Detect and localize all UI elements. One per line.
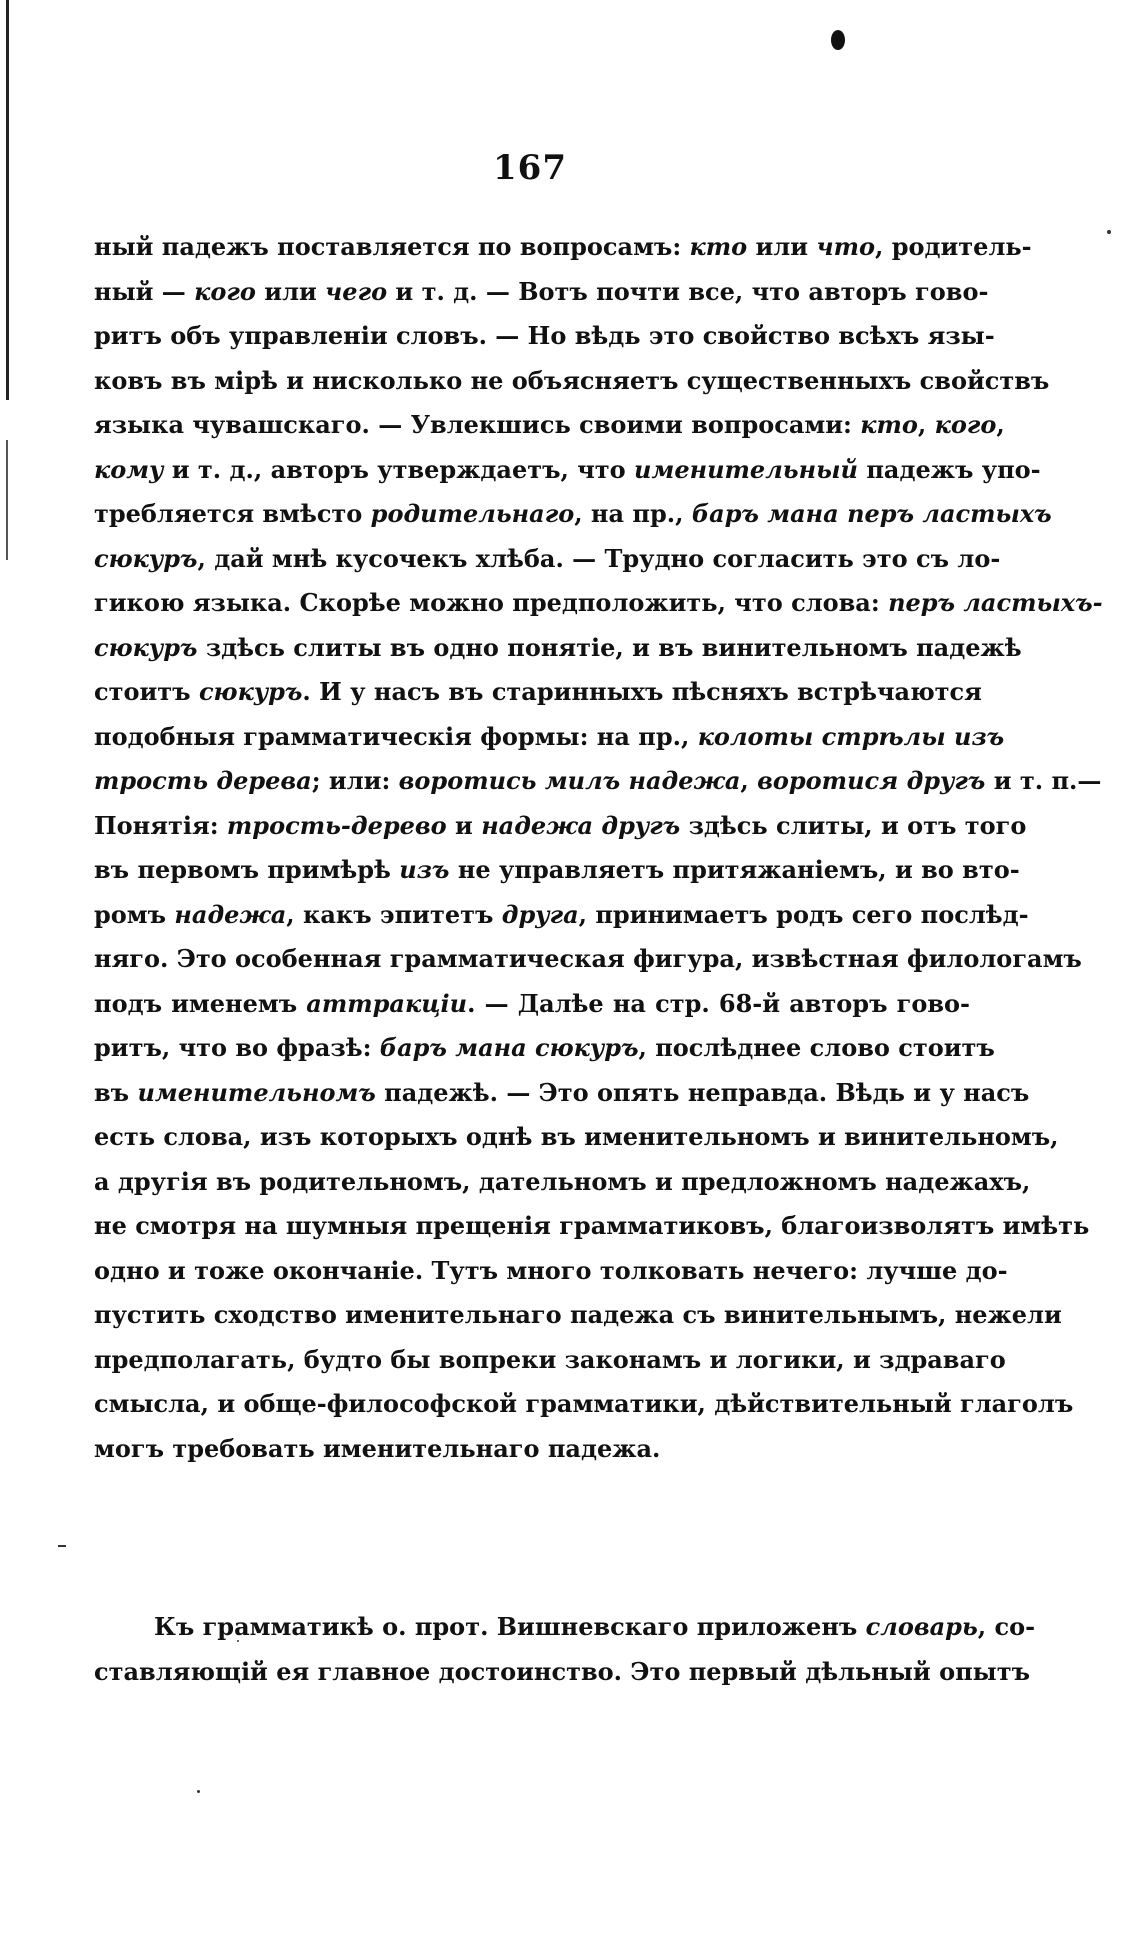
text-line [94, 1605, 1036, 1650]
text-run: здѣсь слиты, и отъ того [680, 810, 1027, 840]
text-line [94, 804, 1027, 849]
text-run: а другія въ родительномъ, дательномъ и предложномъ надежахъ, [94, 1166, 1031, 1196]
text-line [94, 937, 1082, 982]
text-run: предполагать, будто бы вопреки законамъ и логики, и здраваго [94, 1344, 1006, 1374]
text-run: , [917, 410, 935, 439]
text-run: , принимаетъ родъ сего послѣд- [578, 899, 1029, 929]
text-line [94, 1650, 1030, 1695]
text-line [94, 893, 1029, 938]
italic-text: сюкуръ [94, 632, 198, 662]
text-line [94, 1160, 1031, 1205]
text-line [94, 314, 995, 359]
italic-text: сюкуръ [94, 543, 198, 573]
text-run: пустить сходство именительнаго падежа съ винительнымъ, нежели [94, 1300, 1062, 1329]
text-run: . И у насъ въ старинныхъ пѣсняхъ встрѣчаются [302, 677, 982, 706]
text-run: гикою языка. Скорѣе можно предположить, что слова: [94, 588, 889, 617]
italic-text: кто [860, 410, 918, 439]
text-line [94, 1293, 1062, 1338]
text-run: и т. д. — Вотъ почти все, что авторъ гово- [387, 276, 989, 306]
text-line [94, 1204, 1090, 1249]
text-run: одно и тоже окончаніе. Тутъ много толковать нечего: лучше до- [94, 1255, 1008, 1285]
italic-text: кого [934, 410, 997, 439]
text-run: языка чувашскаго. — Увлекшись своими вопросами: [94, 410, 861, 439]
text-run: ромъ [94, 899, 175, 929]
italic-text: словарь [865, 1612, 978, 1641]
text-run: или [747, 232, 817, 261]
text-line [94, 848, 1020, 893]
text-line [94, 1026, 995, 1071]
text-line [94, 359, 1050, 404]
text-run: падежъ упо- [857, 454, 1041, 484]
text-line [94, 1427, 970, 1472]
text-run: или [255, 276, 326, 306]
italic-text: изъ [399, 855, 450, 884]
text-run: въ первомъ примѣрѣ [94, 855, 400, 884]
italic-text: друга [501, 899, 579, 929]
italic-text: баръ мана сюкуръ [379, 1033, 639, 1062]
italic-text: аттракціи [306, 988, 468, 1018]
italic-text: что [816, 232, 875, 261]
text-run: ритъ, что во фразѣ: [94, 1033, 380, 1062]
page-number: 167 [493, 148, 567, 188]
italic-text: надежа [174, 899, 287, 929]
margin-mark [58, 1545, 66, 1547]
text-line [94, 448, 1041, 493]
text-run: подобныя грамматическія формы: на пр., [94, 721, 698, 751]
text-run: Къ грамматикѣ о. прот. Вишневскаго приложенъ [154, 1612, 866, 1641]
text-line [94, 1382, 1074, 1427]
text-line [94, 1338, 1006, 1383]
text-line [94, 982, 970, 1027]
italic-text: воротись милъ надежа [398, 766, 741, 795]
italic-text: воротися другъ [757, 766, 986, 795]
text-run: , на пр., [574, 499, 692, 528]
text-run: и [446, 810, 482, 840]
text-line [94, 626, 1022, 671]
ink-speck [1107, 230, 1111, 234]
text-run: стоитъ [94, 677, 199, 706]
italic-text: кому [94, 454, 164, 484]
italic-text: перъ ластыхъ- [888, 588, 1103, 617]
paragraph-2 [94, 1605, 1036, 1694]
text-line [94, 492, 1052, 537]
text-run: ный — [94, 276, 195, 306]
italic-text: чего [325, 276, 388, 306]
text-run: и т. д., авторъ утверждаетъ, что [163, 454, 635, 484]
text-run: , родитель- [875, 232, 1032, 261]
italic-text: кого [194, 276, 256, 306]
binding-edge [6, 0, 9, 400]
text-run: , со- [977, 1612, 1036, 1641]
text-run: , [996, 410, 1005, 439]
text-line [94, 715, 1005, 760]
text-run: не смотря на шумныя прещенія грамматиковъ, благоизволятъ имѣть [94, 1211, 1090, 1240]
text-line [94, 581, 1103, 626]
text-line [94, 403, 1005, 448]
text-run: , какъ эпитетъ [286, 899, 502, 929]
paragraph-1 [94, 225, 1103, 1471]
text-run: , послѣднее слово стоитъ [638, 1033, 995, 1062]
text-line [94, 270, 989, 315]
italic-text: надежа другъ [481, 810, 681, 840]
text-run: здѣсь слиты въ одно понятіе, и въ винительномъ падежѣ [197, 632, 1022, 662]
text-run: ковъ въ мірѣ и нисколько не объясняетъ существенныхъ свойствъ [94, 365, 1050, 395]
text-line [94, 670, 982, 715]
text-run: ; или: [311, 766, 399, 795]
italic-text: родительнаго [370, 499, 575, 528]
text-run: подъ именемъ [94, 988, 307, 1018]
text-run: могъ требовать именительнаго падежа. [94, 1433, 661, 1463]
text-line [94, 1071, 1030, 1116]
italic-text: колоты стрѣлы изъ [697, 721, 1005, 751]
text-line [94, 1115, 1059, 1160]
italic-text: сюкуръ [198, 677, 303, 706]
text-run: падежѣ. — Это опять неправда. Вѣдь и у насъ [375, 1077, 1030, 1107]
text-run: , дай мнѣ кусочекъ хлѣба. — Трудно согласить это съ ло- [197, 543, 1001, 573]
text-run: ставляющій ея главное достоинство. Это первый дѣльный опытъ [94, 1656, 1030, 1686]
text-run: есть слова, изъ которыхъ однѣ въ именительномъ и винительномъ, [94, 1122, 1059, 1151]
italic-text: кто [689, 232, 748, 261]
text-run: ритъ объ управленіи словъ. — Но вѣдь это свойство всѣхъ язы- [94, 321, 995, 350]
text-run: , [740, 766, 758, 795]
text-line [94, 225, 1032, 270]
text-line [94, 759, 1102, 804]
text-run: не управляетъ притяжаніемъ, и во вто- [449, 855, 1020, 884]
ink-speck [197, 1790, 200, 1793]
text-run: смысла, и обще-философской грамматики, дѣйствительный глаголъ [94, 1389, 1074, 1418]
italic-text: баръ мана перъ ластыхъ [691, 499, 1052, 528]
text-run: въ [94, 1077, 138, 1107]
text-run: . — Далѣе на стр. 68-й авторъ гово- [467, 988, 970, 1018]
italic-text: трость дерева [94, 766, 312, 795]
text-line [94, 537, 1001, 582]
text-line [94, 1249, 1008, 1294]
italic-text: именительномъ [137, 1077, 376, 1107]
text-run: няго. Это особенная грамматическая фигура, извѣстная филологамъ [94, 944, 1082, 973]
text-run: ный падежъ поставляется по вопросамъ: [94, 232, 690, 261]
text-run: Понятія: [94, 810, 227, 840]
italic-text: трость-дерево [226, 810, 447, 840]
ink-blot [831, 30, 845, 50]
text-run: требляется вмѣсто [94, 499, 371, 528]
italic-text: именительный [634, 454, 858, 484]
text-run: и т. п.— [985, 766, 1102, 795]
binding-edge [6, 440, 8, 560]
